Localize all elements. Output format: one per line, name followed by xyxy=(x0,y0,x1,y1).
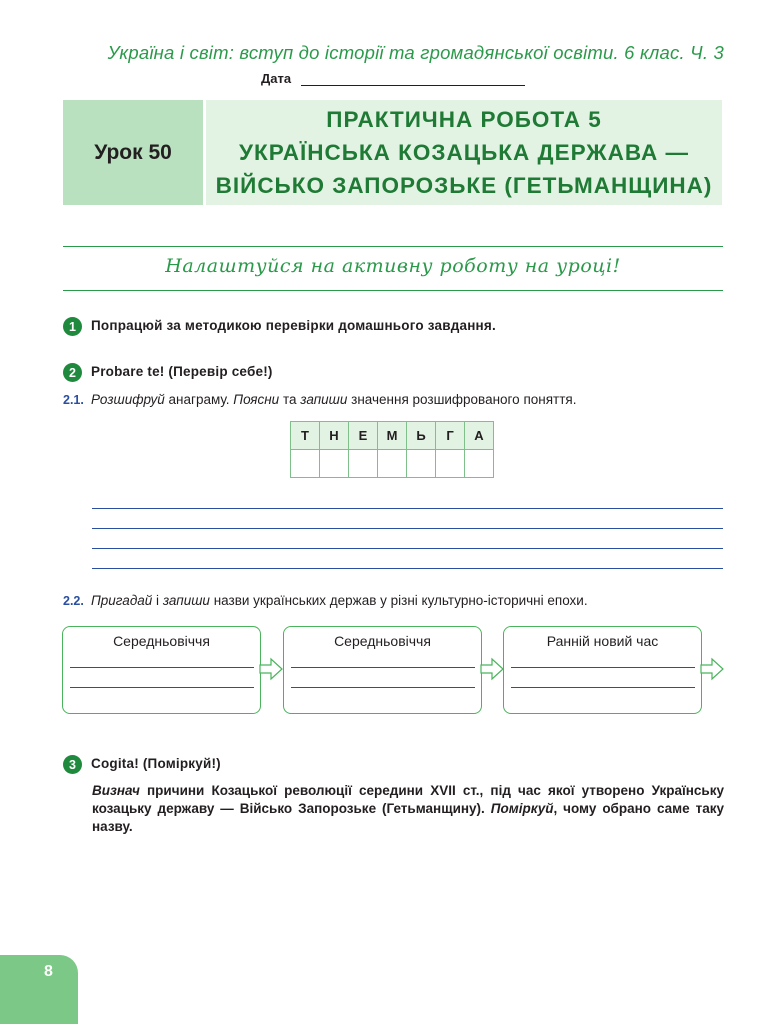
anagram-letter: Н xyxy=(320,422,349,450)
anagram-letter: М xyxy=(378,422,407,450)
anagram-letter: Е xyxy=(349,422,378,450)
epoch-writing-line[interactable] xyxy=(291,687,475,688)
arrow-right-icon xyxy=(259,657,283,681)
task-2-2-number: 2.2. xyxy=(63,594,84,608)
answer-cell[interactable] xyxy=(349,450,378,478)
epoch-box-1 xyxy=(62,626,261,714)
epoch-label: Середньовіччя xyxy=(334,633,431,649)
task-2-text: Probare te! (Перевір себе!) xyxy=(91,364,273,379)
writing-line[interactable] xyxy=(92,548,723,549)
task-3-paragraph: Визнач причини Козацької революції середини XVII ст., під час якої утворено Українську козацьку державу — Військо Запорозьке (Гетьманщину). Поміркуй, чому обрано саме таку назву. xyxy=(92,783,725,834)
anagram-letter: Т xyxy=(291,422,320,450)
writing-line[interactable] xyxy=(92,508,723,509)
task-2-2-text: Пригадай і запиши назви українських держав у різні культурно-історичні епохи. xyxy=(91,593,588,608)
writing-line[interactable] xyxy=(92,568,723,569)
epoch-box-3 xyxy=(503,626,702,714)
task-2-number: 2 xyxy=(63,363,82,382)
anagram-table xyxy=(290,421,494,478)
task-2-1-number: 2.1. xyxy=(63,393,84,407)
epoch-writing-line[interactable] xyxy=(291,667,475,668)
answer-cell[interactable] xyxy=(291,450,320,478)
lesson-title-line-2: УКРАЇНСЬКА КОЗАЦЬКА ДЕРЖАВА — xyxy=(239,140,689,165)
motto-text: Налаштуйся на активну роботу на уроці! xyxy=(165,255,621,277)
arrow-right-icon xyxy=(700,657,724,681)
task-1-number: 1 xyxy=(63,317,82,336)
writing-line[interactable] xyxy=(92,528,723,529)
answer-cell[interactable] xyxy=(407,450,436,478)
answer-cell[interactable] xyxy=(436,450,465,478)
task-3-number: 3 xyxy=(63,755,82,774)
epoch-writing-line[interactable] xyxy=(70,667,254,668)
anagram-letter: А xyxy=(465,422,494,450)
anagram-letter: Г xyxy=(436,422,465,450)
anagram-letter: Ь xyxy=(407,422,436,450)
motto-divider-bottom xyxy=(63,290,723,291)
answer-cell[interactable] xyxy=(465,450,494,478)
lesson-title-line-3: ВІЙСЬКО ЗАПОРОЗЬКЕ (ГЕТЬМАНЩИНА) xyxy=(215,173,713,198)
task-3-text: Cogita! (Поміркуй!) xyxy=(91,756,221,771)
book-title: Україна і світ: вступ до історії та громадянської освіти. 6 клас. Ч. 3 xyxy=(107,42,724,63)
epoch-label: Середньовіччя xyxy=(113,633,210,649)
epoch-writing-line[interactable] xyxy=(511,687,695,688)
lesson-title-line-1: ПРАКТИЧНА РОБОТА 5 xyxy=(326,107,602,132)
motto-divider-top xyxy=(63,246,723,247)
epoch-writing-line[interactable] xyxy=(511,667,695,668)
epoch-box-2 xyxy=(283,626,482,714)
task-1-text: Попрацюй за методикою перевірки домашнього завдання. xyxy=(91,318,496,333)
page-number-tab xyxy=(0,955,78,1024)
date-field xyxy=(261,71,291,86)
answer-cell[interactable] xyxy=(320,450,349,478)
task-2-1-text: Розшифруй анаграму. Поясни та запиши значення розшифрованого поняття. xyxy=(91,392,577,407)
epoch-writing-line[interactable] xyxy=(70,687,254,688)
date-label: Дата xyxy=(261,71,292,86)
arrow-right-icon xyxy=(480,657,504,681)
page-number: 8 xyxy=(44,963,53,980)
epoch-label: Ранній новий час xyxy=(546,633,659,649)
answer-cell[interactable] xyxy=(378,450,407,478)
date-underline[interactable] xyxy=(301,85,525,86)
lesson-number: Урок 50 xyxy=(63,100,203,205)
lesson-title xyxy=(206,100,722,205)
